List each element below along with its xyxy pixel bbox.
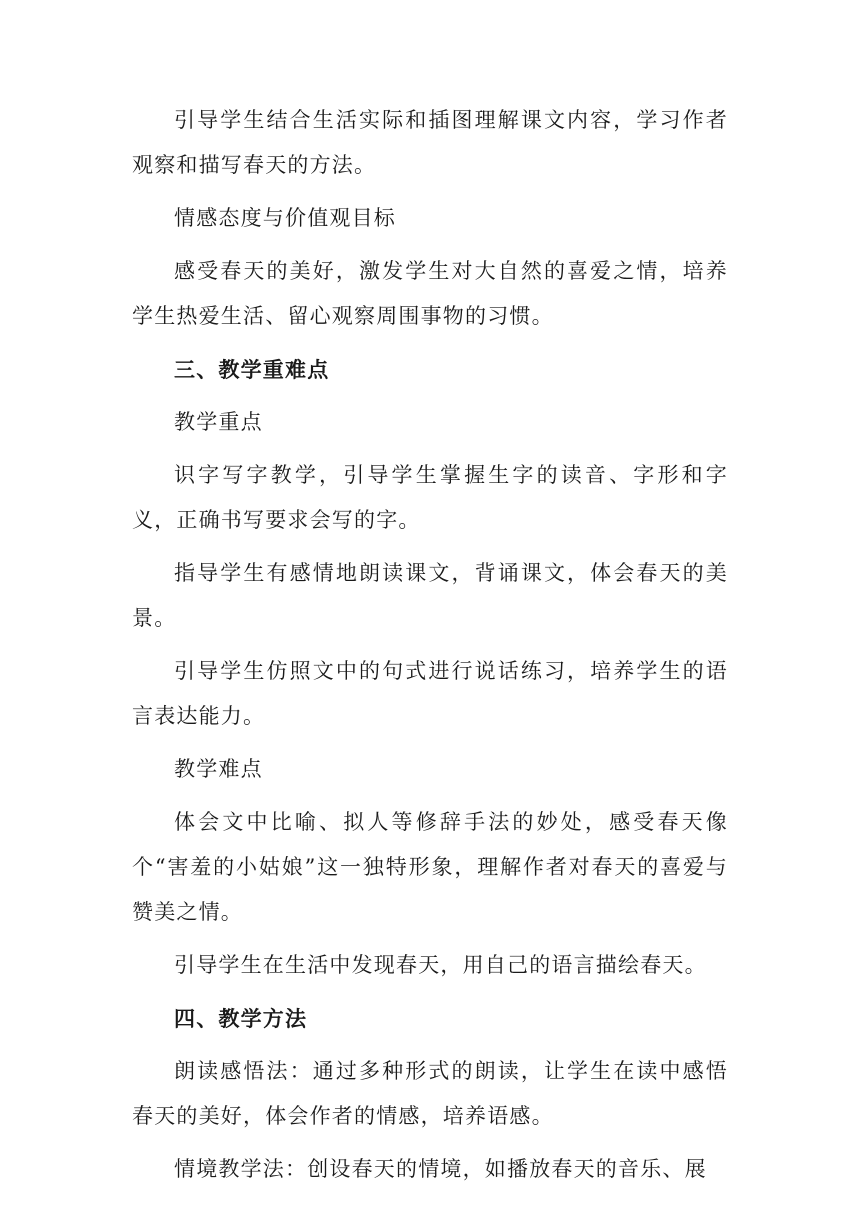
paragraph-method-reading: 朗读感悟法：通过多种形式的朗读，让学生在读中感悟春天的美好，体会作者的情感，培养语感。 — [132, 1059, 728, 1128]
paragraph-key-point-3: 引导学生仿照文中的句式进行说话练习，培养学生的语言表达能力。 — [132, 659, 728, 728]
paragraph-emotion-goal: 感受春天的美好，激发学生对大自然的喜爱之情，培养学生热爱生活、留心观察周围事物的习惯。 — [132, 259, 728, 328]
paragraph-difficult-point-1: 体会文中比喻、拟人等修辞手法的妙处，感受春天像个“害羞的小姑娘”这一独特形象，理解作者对春天的喜爱与赞美之情。 — [132, 810, 728, 924]
subheading-emotion-goal: 情感态度与价值观目标 — [174, 206, 396, 230]
paragraph-key-point-1: 识字写字教学，引导学生掌握生字的读音、字形和字义，正确书写要求会写的字。 — [132, 463, 728, 532]
paragraph-method-goal: 引导学生结合生活实际和插图理解课文内容，学习作者观察和描写春天的方法。 — [132, 108, 728, 177]
paragraph-method-situation: 情境教学法：创设春天的情境，如播放春天的音乐、展 — [174, 1157, 707, 1181]
subheading-key-points: 教学重点 — [174, 410, 263, 434]
subheading-difficult-points: 教学难点 — [174, 757, 263, 781]
paragraph-difficult-point-2: 引导学生在生活中发现春天，用自己的语言描绘春天。 — [174, 953, 707, 977]
section-heading-key-difficult-points: 三、教学重难点 — [174, 357, 330, 382]
paragraph-key-point-2: 指导学生有感情地朗读课文，背诵课文，体会春天的美景。 — [132, 561, 728, 630]
document-body — [132, 98, 728, 1200]
section-heading-teaching-methods: 四、教学方法 — [174, 1006, 308, 1031]
